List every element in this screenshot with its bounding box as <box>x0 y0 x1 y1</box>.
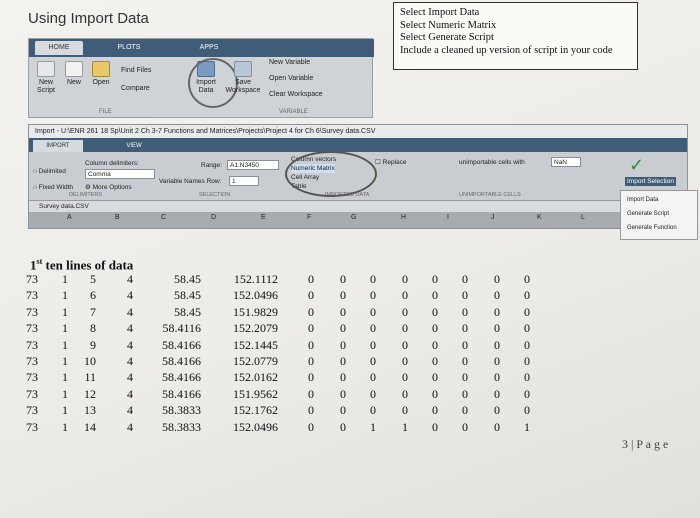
table-cell: 0 <box>494 419 500 434</box>
table-cell: 0 <box>462 337 468 352</box>
table-cell: 0 <box>370 272 376 286</box>
data-heading-ordinal: 1 <box>30 257 37 273</box>
tab-view[interactable]: VIEW <box>126 143 142 149</box>
new-button[interactable] <box>63 61 85 87</box>
table-cell: 73 <box>26 337 38 352</box>
group-label-file: FILE <box>99 109 112 115</box>
table-cell: 73 <box>26 403 38 418</box>
replace-checkbox[interactable]: ☐ Replace <box>375 159 407 166</box>
table-cell: 12 <box>84 386 96 401</box>
tab-import[interactable]: IMPORT <box>33 140 83 152</box>
open-variable-button[interactable] <box>269 75 369 83</box>
sheet-tab-bar <box>29 200 687 212</box>
open-variable-label: Open Variable <box>269 75 314 82</box>
open-label: Open <box>92 79 110 86</box>
table-cell: 8 <box>90 321 96 336</box>
table-cell: 58.4166 <box>162 354 201 368</box>
table-cell: 0 <box>462 272 468 286</box>
column-header: G <box>351 214 357 221</box>
table-cell: 0 <box>494 403 500 418</box>
table-cell: 0 <box>462 321 468 336</box>
fixed-width-radio[interactable]: ○ Fixed Width <box>33 184 74 191</box>
clear-workspace-button[interactable] <box>269 91 369 99</box>
table-cell: 0 <box>340 354 346 368</box>
table-cell: 0 <box>308 321 314 336</box>
table-cell: 0 <box>308 272 314 286</box>
nan-input[interactable]: NaN <box>551 157 581 167</box>
table-cell: 0 <box>402 403 408 418</box>
range-input[interactable]: A1:N3450 <box>227 160 279 170</box>
menu-generate-function[interactable]: Generate Function <box>627 225 677 231</box>
table-cell: 152.2079 <box>233 321 278 336</box>
sheet-tab[interactable]: Survey data.CSV <box>39 203 89 210</box>
import-selection-button[interactable]: Import Selection <box>627 178 674 185</box>
table-cell: 0 <box>524 337 530 352</box>
table-cell: 58.4166 <box>162 370 201 385</box>
column-header: H <box>401 214 407 221</box>
column-header: B <box>115 214 120 221</box>
table-cell: 73 <box>26 304 38 319</box>
table-cell: 73 <box>26 354 38 368</box>
compare-button[interactable] <box>121 85 177 93</box>
unimportable-select[interactable]: unimportable cells with <box>459 159 525 166</box>
table-cell: 1 <box>62 337 68 352</box>
data-heading-text: ten lines of data <box>45 257 134 273</box>
toolstrip-tabs <box>29 39 374 57</box>
table-cell: 14 <box>84 419 96 434</box>
table-cell: 0 <box>432 321 438 336</box>
table-cell: 0 <box>340 370 346 385</box>
range-label: Range: <box>201 162 222 169</box>
column-header: J <box>491 214 495 221</box>
variable-names-row-label: Variable Names Row: <box>159 178 222 185</box>
delimited-radio[interactable]: ○ Delimited <box>33 168 66 175</box>
more-options-label: More Options <box>92 184 132 191</box>
table-cell: 0 <box>494 321 500 336</box>
table-cell: 0 <box>432 272 438 286</box>
table-cell: 4 <box>127 354 133 368</box>
table-cell: 73 <box>26 386 38 401</box>
table-cell: 0 <box>432 403 438 418</box>
table-cell: 0 <box>494 272 500 286</box>
table-cell: 0 <box>402 304 408 319</box>
table-cell: 58.3833 <box>162 403 201 418</box>
section-imported-data: IMPORTED DATA <box>325 192 370 198</box>
new-variable-label: New Variable <box>269 59 311 66</box>
table-cell: 4 <box>127 337 133 352</box>
table-cell: 152.0162 <box>233 370 278 385</box>
import-dropdown-menu <box>620 190 698 240</box>
column-header: C <box>161 214 167 221</box>
group-label-variable: VARIABLE <box>279 109 308 115</box>
new-script-label: New Script <box>37 79 55 94</box>
table-cell: 0 <box>340 337 346 352</box>
menu-generate-script[interactable]: Generate Script <box>627 211 670 217</box>
tab-apps[interactable]: APPS <box>199 44 219 51</box>
table-cell: 58.4166 <box>162 386 201 401</box>
table-cell: 73 <box>26 370 38 385</box>
more-options-button[interactable]: ⚙ More Options <box>85 184 132 191</box>
table-cell: 11 <box>84 370 96 385</box>
data-heading-superscript: st <box>36 257 43 266</box>
table-cell: 152.1762 <box>233 403 278 418</box>
new-script-icon <box>37 61 55 77</box>
table-cell: 0 <box>340 272 346 286</box>
matlab-toolstrip <box>28 38 373 118</box>
table-cell: 0 <box>370 321 376 336</box>
table-row <box>18 337 530 354</box>
table-row <box>18 321 530 337</box>
table-cell: 0 <box>308 304 314 319</box>
menu-import-data[interactable]: Import Data <box>627 197 659 203</box>
compare-label: Compare <box>121 85 150 92</box>
table-cell: 152.1445 <box>233 337 278 352</box>
table-cell: 0 <box>370 403 376 418</box>
table-cell: 0 <box>402 321 408 336</box>
table-cell: 151.9562 <box>233 386 278 401</box>
table-cell: 4 <box>127 272 133 286</box>
table-cell: 0 <box>402 354 408 368</box>
tab-plots[interactable]: PLOTS <box>117 44 141 51</box>
table-cell: 0 <box>340 403 346 418</box>
table-cell: 1 <box>62 370 68 385</box>
plus-icon <box>65 61 83 77</box>
table-cell: 0 <box>462 403 468 418</box>
table-cell: 5 <box>90 272 96 286</box>
page-title: Using Import Data <box>28 10 149 27</box>
table-cell: 6 <box>90 288 96 303</box>
table-cell: 0 <box>308 370 314 385</box>
output-numeric-matrix[interactable]: Numeric Matrix <box>291 165 335 172</box>
column-header: A <box>67 214 72 221</box>
table-cell: 0 <box>524 403 530 418</box>
table-cell: 73 <box>26 321 38 336</box>
table-cell: 0 <box>494 386 500 401</box>
instructions-box <box>393 2 638 70</box>
folder-icon <box>92 61 110 77</box>
table-cell: 58.45 <box>174 304 201 319</box>
table-cell: 0 <box>308 419 314 434</box>
new-script-button[interactable] <box>33 61 59 95</box>
table-cell: 0 <box>370 304 376 319</box>
instruction-line: Select Import Data <box>400 7 480 18</box>
table-cell: 0 <box>370 386 376 401</box>
table-cell: 58.3833 <box>162 419 201 434</box>
output-cell-array[interactable]: Cell Array <box>291 174 320 181</box>
table-cell: 0 <box>462 304 468 319</box>
table-cell: 58.4116 <box>162 321 201 336</box>
table-cell: 0 <box>494 337 500 352</box>
table-cell: 0 <box>432 304 438 319</box>
import-selection-checkmark-icon[interactable]: ✓ <box>629 155 645 175</box>
table-cell: 0 <box>370 337 376 352</box>
column-header: K <box>537 214 542 221</box>
table-cell: 1 <box>62 419 68 434</box>
save-workspace-button[interactable] <box>225 61 261 95</box>
table-row <box>18 354 530 370</box>
clear-workspace-label: Clear Workspace <box>269 91 323 98</box>
replace-label: Replace <box>382 159 407 166</box>
table-cell: 1 <box>62 288 68 303</box>
find-files-label: Find Files <box>121 67 152 74</box>
table-row <box>18 272 530 288</box>
import-window-title: Import - U:\ENR 261 18 Sp\Unit 2 Ch 3-7 Functions and Matrices\Projects\Project 4 for Ch 6\Survey data.CSV <box>29 125 687 138</box>
table-cell: 1 <box>370 419 376 434</box>
import-tool-window <box>28 124 688 229</box>
table-cell: 0 <box>402 288 408 303</box>
delimited-label: Delimited <box>38 168 66 175</box>
section-selection: SELECTION <box>199 192 231 198</box>
new-variable-button[interactable] <box>269 59 369 67</box>
table-cell: 4 <box>127 288 133 303</box>
table-row <box>18 304 530 321</box>
table-cell: 1 <box>62 321 68 336</box>
table-cell: 0 <box>370 288 376 303</box>
table-row <box>18 403 530 419</box>
column-delimiters-label: Column delimiters: <box>85 160 139 167</box>
column-header: F <box>307 214 312 221</box>
table-cell: 0 <box>340 419 346 434</box>
table-cell: 0 <box>524 386 530 401</box>
table-cell: 0 <box>494 354 500 368</box>
table-cell: 73 <box>26 272 38 286</box>
instruction-line: Select Generate Script <box>400 32 494 43</box>
table-cell: 0 <box>462 354 468 368</box>
table-cell: 0 <box>402 272 408 286</box>
table-cell: 4 <box>127 403 133 418</box>
instruction-line: Include a cleaned up version of script in your code <box>400 44 613 56</box>
table-cell: 0 <box>370 370 376 385</box>
table-cell: 4 <box>127 386 133 401</box>
table-cell: 1 <box>62 354 68 368</box>
table-cell: 0 <box>432 370 438 385</box>
table-cell: 4 <box>127 321 133 336</box>
table-cell: 58.45 <box>174 272 201 286</box>
table-cell: 0 <box>308 386 314 401</box>
delimiter-select[interactable]: Comma <box>85 169 155 179</box>
output-table[interactable]: Table <box>291 183 307 190</box>
page-number: 3 | P a g e <box>622 437 669 451</box>
table-cell: 1 <box>62 304 68 319</box>
table-cell: 0 <box>308 354 314 368</box>
table-cell: 0 <box>494 304 500 319</box>
table-cell: 0 <box>308 337 314 352</box>
table-cell: 0 <box>402 337 408 352</box>
table-cell: 0 <box>524 370 530 385</box>
section-delimiters: DELIMITERS <box>69 192 103 198</box>
table-row <box>18 370 530 386</box>
new-label: New <box>66 79 81 86</box>
variable-names-row-input[interactable]: 1 <box>229 176 259 186</box>
table-cell: 58.4166 <box>162 337 201 352</box>
fixed-width-label: Fixed Width <box>38 184 74 191</box>
table-cell: 0 <box>524 272 530 286</box>
table-cell: 0 <box>432 288 438 303</box>
table-cell: 0 <box>432 337 438 352</box>
find-files-button[interactable] <box>121 67 177 75</box>
table-cell: 0 <box>494 370 500 385</box>
table-cell: 152.1112 <box>233 272 278 286</box>
tab-home[interactable]: HOME <box>35 41 83 55</box>
column-header: D <box>211 214 217 221</box>
table-cell: 0 <box>462 386 468 401</box>
column-header: L <box>581 214 585 221</box>
table-cell: 9 <box>90 337 96 352</box>
data-heading <box>30 257 133 273</box>
table-cell: 0 <box>494 288 500 303</box>
table-cell: 1 <box>62 403 68 418</box>
table-cell: 10 <box>84 354 96 368</box>
table-cell: 0 <box>432 419 438 434</box>
table-cell: 13 <box>84 403 96 418</box>
table-row <box>18 386 530 403</box>
table-cell: 152.0779 <box>233 354 278 368</box>
column-header-row <box>29 212 629 228</box>
table-cell: 152.0496 <box>233 288 278 303</box>
import-data-label: Import Data <box>196 79 216 94</box>
table-cell: 4 <box>127 419 133 434</box>
table-cell: 0 <box>340 304 346 319</box>
table-cell: 7 <box>90 304 96 319</box>
table-cell: 0 <box>340 386 346 401</box>
table-cell: 0 <box>402 386 408 401</box>
open-button[interactable] <box>89 61 113 87</box>
instruction-line: Select Numeric Matrix <box>400 19 497 31</box>
table-cell: 1 <box>402 419 408 434</box>
table-cell: 0 <box>462 419 468 434</box>
table-cell: 73 <box>26 419 38 434</box>
table-cell: 0 <box>524 288 530 303</box>
save-icon <box>234 61 252 77</box>
table-cell: 4 <box>127 304 133 319</box>
save-workspace-label: Save Workspace <box>225 79 261 94</box>
column-header: E <box>261 214 266 221</box>
import-tabs <box>29 138 687 152</box>
table-cell: 151.9829 <box>233 304 278 319</box>
table-cell: 0 <box>462 370 468 385</box>
table-cell: 58.45 <box>174 288 201 303</box>
table-row <box>18 288 530 304</box>
table-cell: 0 <box>524 304 530 319</box>
table-cell: 0 <box>402 370 408 385</box>
section-unimportable-cells: UNIMPORTABLE CELLS <box>459 192 521 198</box>
column-header: I <box>447 214 449 221</box>
table-cell: 0 <box>432 386 438 401</box>
table-cell: 0 <box>340 321 346 336</box>
table-cell: 1 <box>524 419 530 434</box>
table-cell: 152.0496 <box>233 419 278 434</box>
table-cell: 1 <box>62 386 68 401</box>
table-row <box>18 419 530 436</box>
table-cell: 0 <box>432 354 438 368</box>
table-cell: 0 <box>462 288 468 303</box>
table-cell: 0 <box>340 288 346 303</box>
table-cell: 0 <box>524 354 530 368</box>
table-cell: 0 <box>308 403 314 418</box>
table-cell: 0 <box>524 321 530 336</box>
table-cell: 1 <box>62 272 68 286</box>
table-cell: 4 <box>127 370 133 385</box>
table-cell: 0 <box>308 288 314 303</box>
table-cell: 0 <box>370 354 376 368</box>
table-cell: 73 <box>26 288 38 303</box>
output-column-vectors[interactable]: Column vectors <box>291 156 337 163</box>
